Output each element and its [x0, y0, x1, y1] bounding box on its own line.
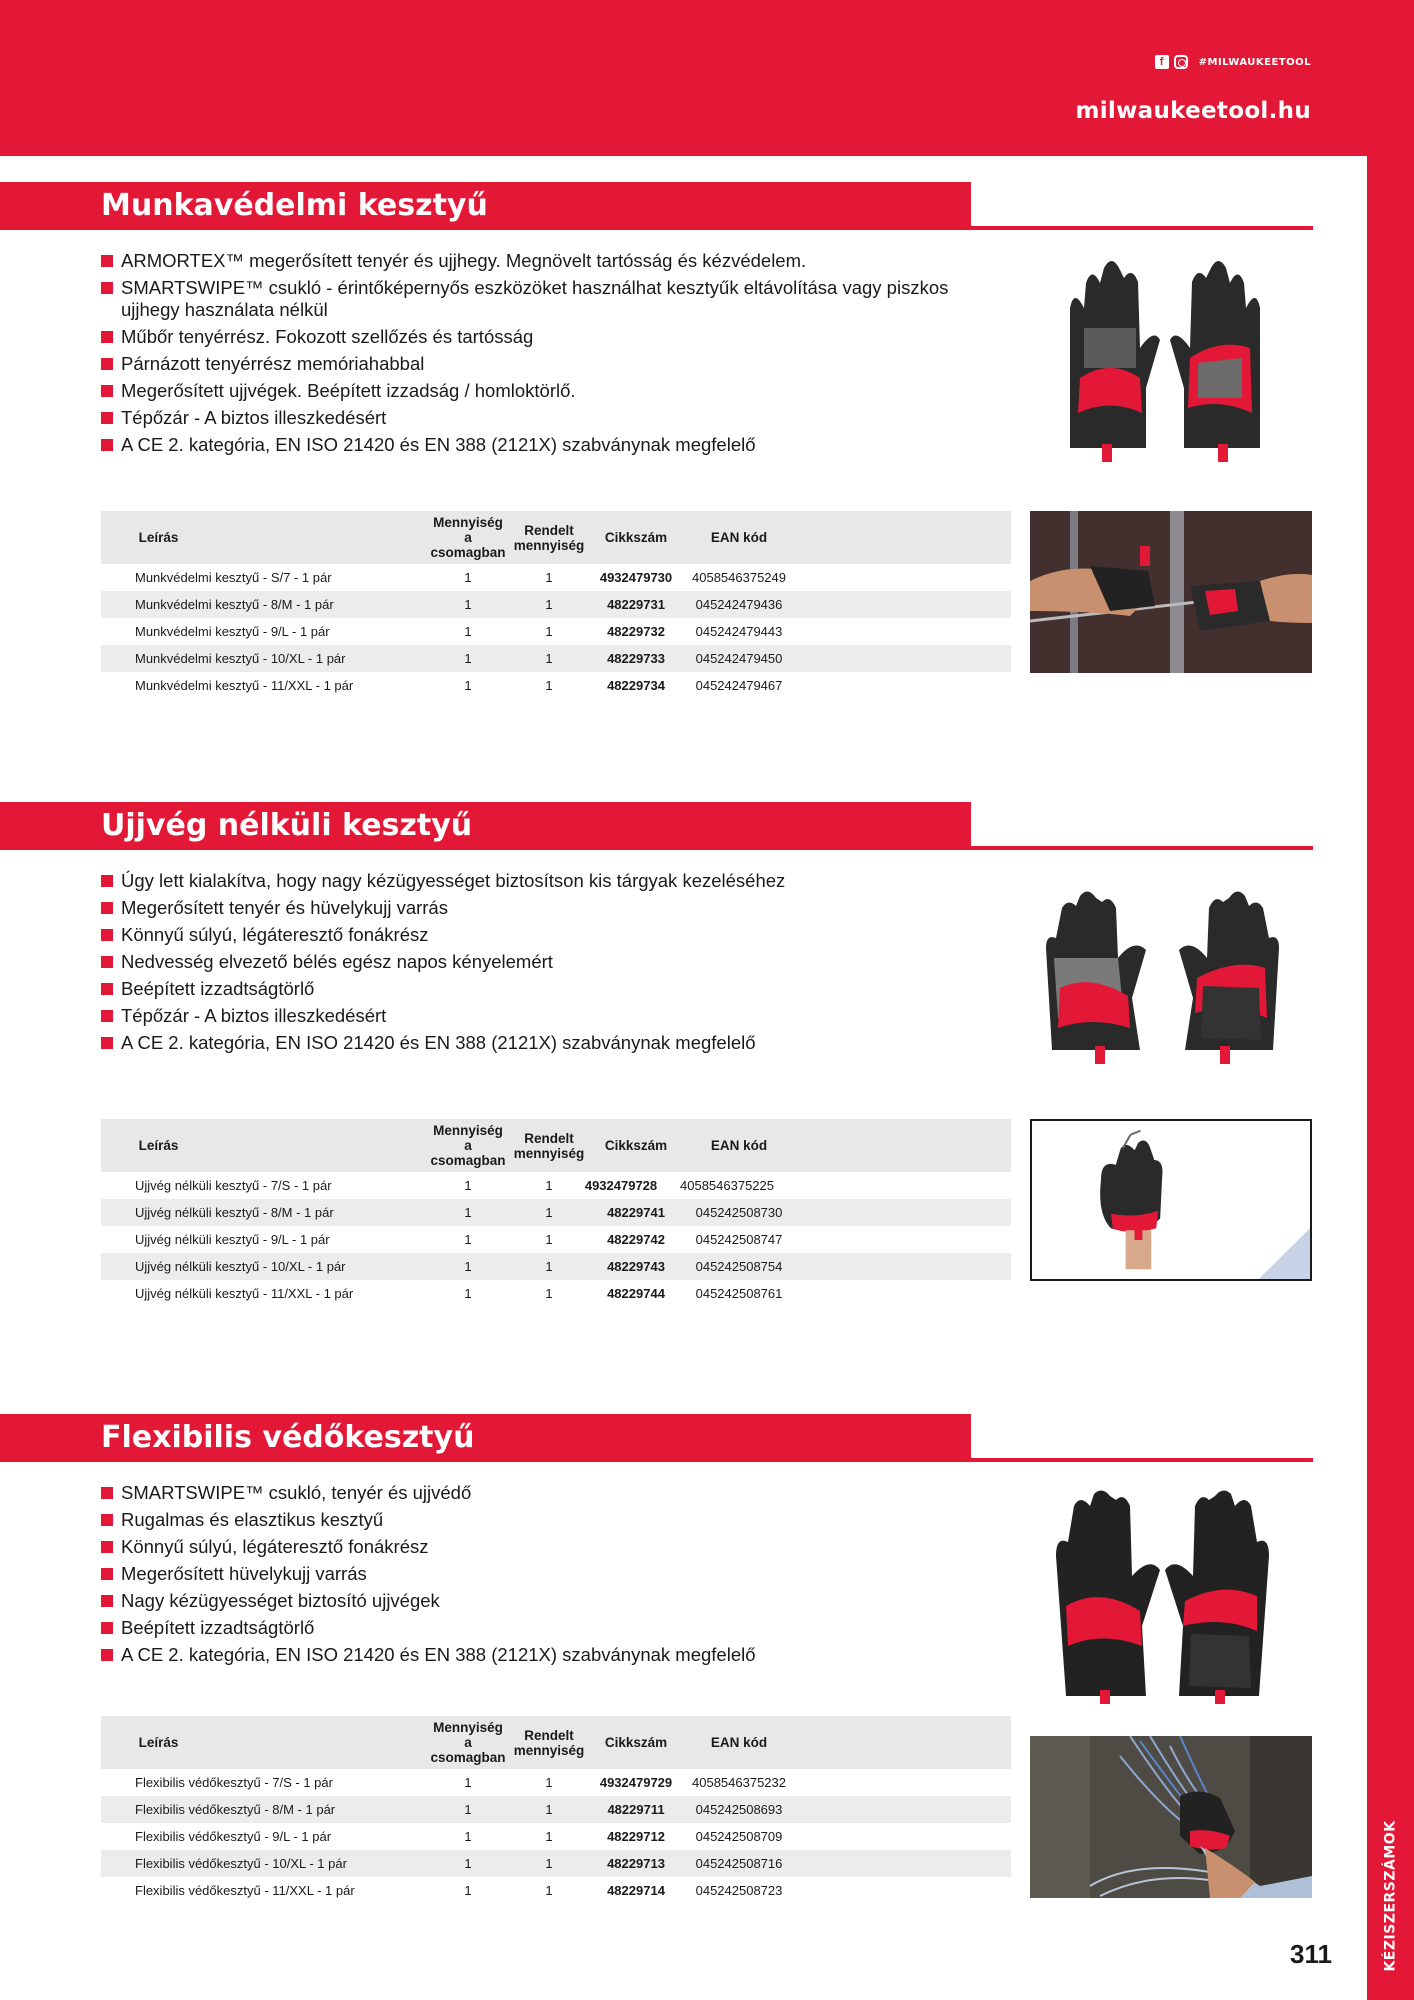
- feature-item: Könnyű súlyú, légáteresztő fonákrész: [101, 924, 1001, 946]
- cell-ean: 045242479467: [695, 678, 783, 693]
- section-title-bar: [0, 182, 971, 230]
- col-ean: EAN kód: [710, 1138, 768, 1153]
- cell-description: Ujjvég nélküli kesztyű - 7/S - 1 pár: [135, 1178, 332, 1193]
- cell-article: 48229732: [607, 624, 665, 639]
- feature-item: ARMORTEX™ megerősített tenyér és ujjhegy. Megnövelt tartósság és kézvédelem.: [101, 250, 1001, 272]
- col-description: Leírás: [138, 530, 179, 545]
- cell-ean: 045242508709: [695, 1829, 783, 1844]
- cell-ean: 4058546375225: [680, 1178, 774, 1193]
- cell-order: 1: [545, 1205, 553, 1220]
- cell-article: 4932479729: [599, 1775, 673, 1790]
- cell-article: 48229741: [607, 1205, 665, 1220]
- feature-item: A CE 2. kategória, EN ISO 21420 és EN 388 (2121X) szabványnak megfelelő: [101, 1644, 1001, 1666]
- cell-ean: 045242508716: [695, 1856, 783, 1871]
- cell-ean: 045242479443: [695, 624, 783, 639]
- cell-ean: 045242508761: [695, 1286, 783, 1301]
- cell-order: 1: [545, 651, 553, 666]
- table-row: [101, 1226, 1011, 1253]
- table-row: [101, 1172, 1011, 1199]
- section-work-gloves: [0, 182, 1367, 702]
- table-row: [101, 1823, 1011, 1850]
- social-links: [1155, 55, 1311, 69]
- cell-description: Ujjvég nélküli kesztyű - 9/L - 1 pár: [135, 1232, 330, 1247]
- header-band: [0, 0, 1414, 156]
- application-photo: [1030, 1119, 1312, 1281]
- cell-description: Munkvédelmi kesztyű - 11/XXL - 1 pár: [135, 678, 354, 693]
- section-rule: [971, 846, 1313, 850]
- feature-list: [101, 1482, 1001, 1671]
- application-photo: [1030, 511, 1312, 673]
- feature-item: Nagy kézügyességet biztosító ujjvégek: [101, 1590, 1001, 1612]
- cell-order: 1: [545, 597, 553, 612]
- feature-item: Beépített izzadtságtörlő: [101, 978, 1001, 1000]
- col-article: Cikkszám: [604, 530, 668, 545]
- table-row: [101, 1850, 1011, 1877]
- cell-article: 48229731: [607, 597, 665, 612]
- col-pack-qty: Mennyiség a csomagban: [430, 1720, 506, 1765]
- side-band: [1367, 0, 1414, 2000]
- cell-article: 48229733: [607, 651, 665, 666]
- cell-pack: 1: [464, 624, 472, 639]
- cell-order: 1: [545, 624, 553, 639]
- section-fingerless-gloves: [0, 802, 1367, 1322]
- section-title-bar: [0, 1414, 971, 1462]
- cell-description: Flexibilis védőkesztyű - 9/L - 1 pár: [135, 1829, 332, 1844]
- category-label: KÉZISZERSZÁMOK: [1383, 1820, 1400, 1972]
- cell-description: Flexibilis védőkesztyű - 8/M - 1 pár: [135, 1802, 336, 1817]
- cell-order: 1: [545, 1232, 553, 1247]
- feature-item: Műbőr tenyérrész. Fokozott szellőzés és tartósság: [101, 326, 1001, 348]
- feature-item: Párnázott tenyérrész memóriahabbal: [101, 353, 1001, 375]
- cell-order: 1: [545, 1883, 553, 1898]
- feature-list: [101, 250, 1001, 461]
- feature-item: SMARTSWIPE™ csukló, tenyér és ujjvédő: [101, 1482, 1001, 1504]
- cell-description: Flexibilis védőkesztyű - 10/XL - 1 pár: [135, 1856, 347, 1871]
- cell-pack: 1: [464, 651, 472, 666]
- cell-ean: 045242479436: [695, 597, 783, 612]
- table-header: [101, 1119, 1011, 1172]
- cell-ean: 4058546375249: [692, 570, 786, 585]
- hashtag: #MILWAUKEETOOL: [1198, 56, 1311, 68]
- instagram-icon[interactable]: [1174, 55, 1188, 69]
- col-article: Cikkszám: [604, 1735, 668, 1750]
- cell-order: 1: [545, 1286, 553, 1301]
- facebook-icon[interactable]: f: [1155, 55, 1169, 69]
- section-title: Ujjvég nélküli kesztyű: [101, 808, 473, 843]
- cell-pack: 1: [464, 1856, 472, 1871]
- col-order-qty: Rendelt mennyiség: [513, 1130, 585, 1161]
- cell-pack: 1: [464, 1286, 472, 1301]
- col-description: Leírás: [138, 1735, 179, 1750]
- table-row: [101, 672, 1011, 699]
- cell-article: 48229742: [607, 1232, 665, 1247]
- col-ean: EAN kód: [710, 530, 768, 545]
- product-table: [101, 1119, 1011, 1307]
- cell-pack: 1: [464, 1829, 472, 1844]
- col-pack-qty: Mennyiség a csomagban: [430, 1123, 506, 1168]
- cell-article: 48229713: [607, 1856, 665, 1871]
- cell-description: Munkvédelmi kesztyű - 9/L - 1 pár: [135, 624, 330, 639]
- table-row: [101, 618, 1011, 645]
- section-title: Munkavédelmi kesztyű: [101, 188, 488, 223]
- feature-item: Úgy lett kialakítva, hogy nagy kézügyességet biztosítson kis tárgyak kezeléséhez: [101, 870, 1001, 892]
- product-table: [101, 511, 1011, 699]
- feature-item: Tépőzár - A biztos illeszkedésért: [101, 407, 1001, 429]
- section-rule: [971, 226, 1313, 230]
- product-image-flexible-gloves: [1050, 1486, 1275, 1706]
- table-header: [101, 511, 1011, 564]
- feature-item: Megerősített tenyér és hüvelykujj varrás: [101, 897, 1001, 919]
- cell-description: Munkvédelmi kesztyű - 10/XL - 1 pár: [135, 651, 346, 666]
- cell-order: 1: [545, 1259, 553, 1274]
- cell-pack: 1: [464, 1802, 472, 1817]
- product-image-fingerless-gloves: [1040, 878, 1285, 1068]
- feature-item: Könnyű súlyú, légáteresztő fonákrész: [101, 1536, 1001, 1558]
- table-row: [101, 645, 1011, 672]
- feature-list: [101, 870, 1001, 1059]
- feature-item: Megerősített ujjvégek. Beépített izzadság / homloktörlő.: [101, 380, 1001, 402]
- feature-item: SMARTSWIPE™ csukló - érintőképernyős eszközöket használhat kesztyűk eltávolítása vagy piszkos ujjhegy használata nélkül: [101, 277, 1001, 321]
- cell-pack: 1: [464, 1232, 472, 1247]
- table-row: [101, 1280, 1011, 1307]
- table-row: [101, 1253, 1011, 1280]
- cell-order: 1: [545, 1802, 553, 1817]
- cell-order: 1: [545, 678, 553, 693]
- cell-article: 48229714: [607, 1883, 665, 1898]
- cell-description: Flexibilis védőkesztyű - 11/XXL - 1 pár: [135, 1883, 355, 1898]
- cell-pack: 1: [464, 570, 472, 585]
- feature-item: Megerősített hüvelykujj varrás: [101, 1563, 1001, 1585]
- cell-pack: 1: [464, 678, 472, 693]
- cell-article: 48229743: [607, 1259, 665, 1274]
- cell-order: 1: [545, 1856, 553, 1871]
- cell-order: 1: [545, 1178, 553, 1193]
- col-ean: EAN kód: [710, 1735, 768, 1750]
- cell-description: Ujjvég nélküli kesztyű - 10/XL - 1 pár: [135, 1259, 346, 1274]
- product-table: [101, 1716, 1011, 1904]
- cell-ean: 045242508730: [695, 1205, 783, 1220]
- cell-pack: 1: [464, 1178, 472, 1193]
- cell-description: Ujjvég nélküli kesztyű - 8/M - 1 pár: [135, 1205, 334, 1220]
- col-description: Leírás: [138, 1138, 179, 1153]
- cell-ean: 045242508747: [695, 1232, 783, 1247]
- cell-ean: 045242508723: [695, 1883, 783, 1898]
- page-number: 311: [1290, 1939, 1332, 1969]
- feature-item: A CE 2. kategória, EN ISO 21420 és EN 388 (2121X) szabványnak megfelelő: [101, 434, 1001, 456]
- section-title: Flexibilis védőkesztyű: [101, 1420, 475, 1455]
- cell-order: 1: [545, 1829, 553, 1844]
- cell-description: Flexibilis védőkesztyű - 7/S - 1 pár: [135, 1775, 333, 1790]
- col-pack-qty: Mennyiség a csomagban: [430, 515, 506, 560]
- product-image-work-gloves: [1050, 248, 1280, 468]
- cell-article: 4932479728: [584, 1178, 658, 1193]
- cell-pack: 1: [464, 597, 472, 612]
- cell-ean: 4058546375232: [692, 1775, 786, 1790]
- cell-pack: 1: [464, 1205, 472, 1220]
- section-flexible-gloves: [0, 1414, 1367, 1934]
- table-header: [101, 1716, 1011, 1769]
- col-order-qty: Rendelt mennyiség: [513, 1727, 585, 1758]
- cell-article: 48229711: [607, 1802, 665, 1817]
- feature-item: Beépített izzadtságtörlő: [101, 1617, 1001, 1639]
- table-row: [101, 591, 1011, 618]
- cell-ean: 045242479450: [695, 651, 783, 666]
- cell-description: Munkvédelmi kesztyű - S/7 - 1 pár: [135, 570, 332, 585]
- section-rule: [971, 1458, 1313, 1462]
- col-order-qty: Rendelt mennyiség: [513, 522, 585, 553]
- table-row: [101, 1769, 1011, 1796]
- table-row: [101, 1199, 1011, 1226]
- section-title-bar: [0, 802, 971, 850]
- table-row: [101, 1877, 1011, 1904]
- cell-description: Munkvédelmi kesztyű - 8/M - 1 pár: [135, 597, 334, 612]
- website-link[interactable]: milwaukeetool.hu: [1075, 98, 1311, 124]
- application-photo: [1030, 1736, 1312, 1898]
- cell-order: 1: [545, 1775, 553, 1790]
- cell-ean: 045242508693: [695, 1802, 783, 1817]
- feature-item: Rugalmas és elasztikus kesztyű: [101, 1509, 1001, 1531]
- col-article: Cikkszám: [604, 1138, 668, 1153]
- cell-article: 48229734: [607, 678, 665, 693]
- cell-description: Ujjvég nélküli kesztyű - 11/XXL - 1 pár: [135, 1286, 354, 1301]
- cell-pack: 1: [464, 1883, 472, 1898]
- feature-item: A CE 2. kategória, EN ISO 21420 és EN 388 (2121X) szabványnak megfelelő: [101, 1032, 1001, 1054]
- table-row: [101, 564, 1011, 591]
- feature-item: Nedvesség elvezető bélés egész napos kényelemért: [101, 951, 1001, 973]
- table-row: [101, 1796, 1011, 1823]
- cell-ean: 045242508754: [695, 1259, 783, 1274]
- cell-article: 4932479730: [599, 570, 673, 585]
- cell-pack: 1: [464, 1775, 472, 1790]
- cell-pack: 1: [464, 1259, 472, 1274]
- feature-item: Tépőzár - A biztos illeszkedésért: [101, 1005, 1001, 1027]
- cell-article: 48229744: [607, 1286, 665, 1301]
- cell-order: 1: [545, 570, 553, 585]
- cell-article: 48229712: [607, 1829, 665, 1844]
